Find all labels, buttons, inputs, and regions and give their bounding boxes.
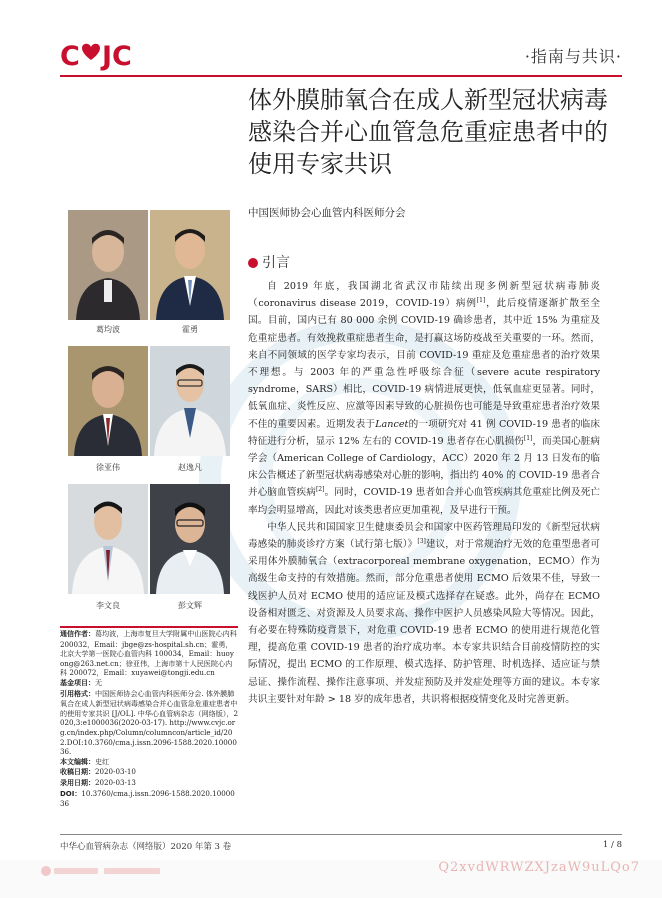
author-name: 李文良 [96, 601, 120, 610]
text-run: 建议，对于常规治疗无效的危重型患者可采用体外膜肺氧合（extracorporeal membrane oxygenation，ECMO）作为高级生命支持的有效措施。然而，部分危重患者使用 ECMO 后效果不佳，导致一线医护人员对 ECMO 使用的适应证及模式选择存在疑惑。此外，尚存在 ECMO 设备相对匮乏、对资源及人员要求高、操作中医护人员感染风险大等情况。因此，有必要在特殊防疫背景下，对危重 COVID-19 患者 ECMO 的使用进行规范化管理，提高危重 COVID-19 患者的治疗成功率。本专家共识结合目前疫情防控的实际情况，提出 ECMO 的工作原理、模式选择、防护管理、时机选择、适应证与禁忌证、操作流程、操作注意事项、并发症预防及并发症处理等方面的建议。本专家共识主要针对年龄 > 18 岁的成年患者，共识将根据疫情变化及时完善更新。 [248, 539, 601, 705]
article-title [248, 84, 628, 180]
citation-ref[interactable]: [1] [476, 297, 486, 305]
journal-footer: 中华心血管病杂志（网络版）2020 年第 3 卷 [60, 842, 232, 852]
funding [60, 678, 238, 689]
author-photo [68, 210, 148, 320]
section-title: ·指南与共识· [524, 47, 622, 66]
bullet-dot-icon [248, 258, 258, 268]
note-value: 2020-03-13 [95, 777, 136, 787]
journal-logo [60, 38, 152, 72]
doi [60, 789, 238, 809]
note-value[interactable]: 中国医师协会心血管内科医师分会. 体外膜肺氧合在成人新型冠状病毒感染合并心血管急危重症患者中的使用专家共识 [J/OL]. 中华心血管病杂志（网络版），2020,3:e1000036(2020-03-17). http://www.cvjc.org.cn/index.php/Column/columncon/article_id/202.DOI:10.3760/cma.j.issn.2096-1588.2020.1000036. [60, 688, 238, 757]
footer-rule [60, 834, 622, 835]
text-run: 的一项研究对 41 例 COVID-19 患者的临床特征进行分析，显示 12% 左右的 COVID-19 患者存在心肌损伤 [248, 418, 601, 447]
note-value: 葛均波，上海市复旦大学附属中山医院心内科 200032，Email：jbge@zs-hospital.sh.cn；霍勇，北京大学第一医院心血管内科 100034，Email：huoyong@263.net.cn；徐亚伟，上海市第十人民医院心内科 200072，Email：xuyawei@tongji.edu.cn [60, 629, 237, 678]
title-line-2: 感染合并心血管急危重症患者中的 [248, 118, 608, 146]
author-photo [68, 346, 148, 456]
title-line-3: 使用专家共识 [248, 150, 392, 178]
author-name: 彭文辉 [178, 601, 202, 610]
author-name: 霍勇 [182, 325, 198, 334]
text-run: ，此后疫情逐渐扩散至全国。目前，国内已有 80 000 余例 COVID-19 确诊患者，其中近 15% 为重症及危重症患者。有效挽救重症患者生命，是打赢这场防疫战至关重要的一环。然而，来自不同领域的医学专家均表示，目前 COVID-19 重症及危重症患者的治疗效果不理想。与 2003 年的严重急性呼吸综合征（severe acute respiratory syndrome，SARS）相比，COVID-19 病情进展更快，低氧血症更显著。同时，低氧血症、炎性反应、应激等因素导致的心脏损伤也可能是导致重症患者治疗效果不佳的重要因素。近期发表于 [248, 298, 601, 430]
author-name: 葛均波 [96, 325, 120, 334]
publisher-brand-logo [40, 864, 170, 878]
title-line-1: 体外膜肺氧合在成人新型冠状病毒 [248, 86, 608, 114]
note-label: 收稿日期： [60, 768, 95, 777]
author-photo [150, 484, 230, 594]
text-run: 自 2019 年底，我国湖北省武汉市陆续出现多例新型冠状病毒肺炎（coronavirus disease 2019，COVID-19）病例 [248, 281, 600, 310]
author-photo [68, 484, 148, 594]
paragraph-1 [248, 278, 600, 519]
svg-text:C: C [60, 41, 80, 72]
journal-name: Lancet [375, 418, 409, 430]
text-run: ，而美国心脏病学会（American College of Cardiology，ACC）2020 年 2 月 13 日发布的临床公告概述了新型冠状病毒感染对心脏的影响，指出约 40% 的 COVID-19 患者合并心脑血管疾病 [248, 435, 600, 499]
text-run: 。同时，COVID-19 患者如合并心血管疾病其危重症比例及死亡率均会明显增高，因此对该类患者应更加重视，及早进行干预。 [248, 487, 601, 516]
note-label: 引用格式： [60, 689, 95, 698]
paragraph-2 [248, 519, 600, 708]
intro-heading-label: 引言 [262, 255, 290, 271]
citation-ref[interactable]: [2] [315, 486, 325, 494]
note-label: DOI： [60, 789, 82, 798]
note-value: 史红 [95, 756, 110, 766]
note-label: 通信作者： [60, 630, 95, 638]
author-organization: 中国医师协会心血管内科医师分会 [248, 207, 406, 219]
text-run: 中华人民共和国国家卫生健康委员会和国家中医药管理局印发的《新型冠状病毒感染的肺炎诊疗方案（试行第七版）》 [248, 521, 600, 551]
note-label: 本文编辑： [60, 757, 95, 766]
citation-ref[interactable]: [3] [417, 537, 426, 545]
author-photo [150, 210, 230, 320]
editor [60, 757, 238, 768]
author-name: 徐亚伟 [96, 463, 120, 472]
citation-ref[interactable]: [1] [523, 434, 533, 442]
note-value: 2020-03-10 [95, 767, 136, 777]
watermark-code: Q2xvdWRWZXJzaW9uLQo7 [438, 860, 640, 875]
note-label: 录用日期： [60, 778, 95, 787]
author-photo [150, 346, 230, 456]
svg-text:JC: JC [102, 41, 132, 72]
corresponding-author [60, 629, 238, 678]
header-rule [60, 75, 622, 77]
received-date [60, 767, 238, 778]
doi-link[interactable]: 10.3760/cma.j.issn.2096-1588.2020.1000036 [60, 788, 235, 809]
notes-rule [60, 626, 238, 628]
citation-format [60, 689, 238, 757]
page-number: 1 / 8 [602, 840, 622, 850]
article-notes [60, 629, 238, 809]
accepted-date [60, 778, 238, 789]
intro-heading [248, 252, 290, 272]
note-label: 基金项目： [60, 678, 95, 687]
note-value: 无 [95, 677, 103, 687]
article-body [248, 278, 600, 708]
author-name: 赵逸凡 [178, 463, 202, 472]
